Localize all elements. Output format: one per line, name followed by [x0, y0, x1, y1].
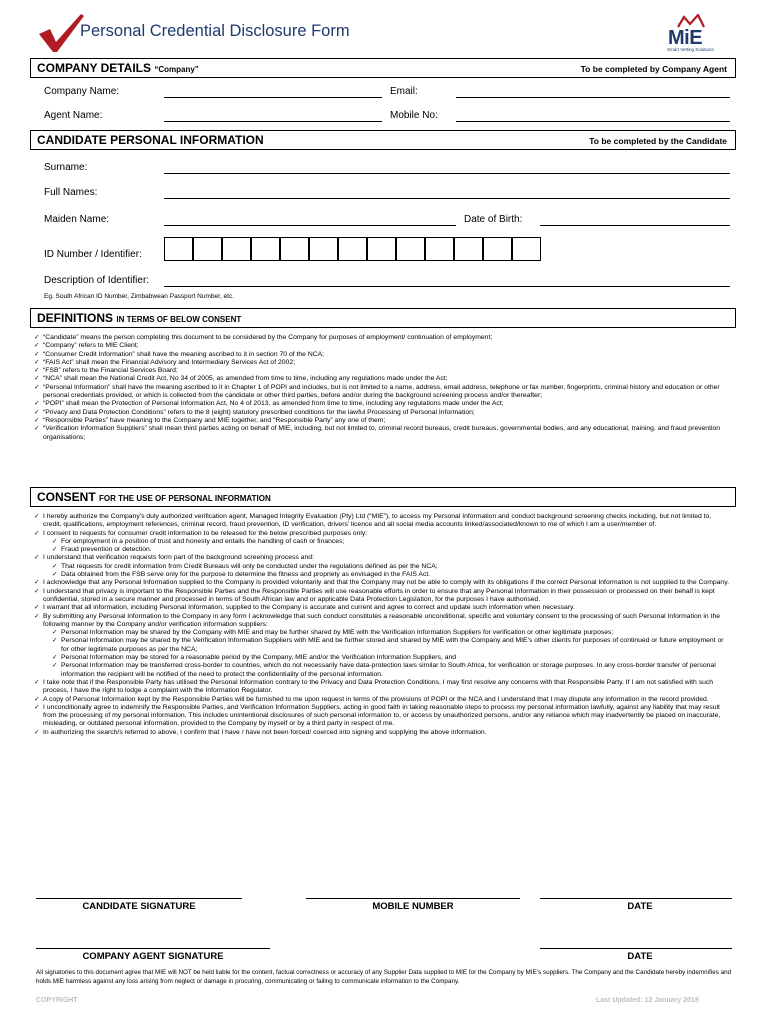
- definition-item: ✓ “Personal Information” shall have the meaning ascribed to it in Chapter 1 of POPI and includes, but is not limited to a name, address, email address, telephone or fax number, fingerprints, criminal history and education or other personal credentials provided, or which is collected from the candidate or other third parties, before and/or during the background screening process and/or thereafter;: [34, 384, 730, 401]
- id-digit-box[interactable]: [193, 237, 222, 261]
- dob-field[interactable]: [540, 225, 730, 226]
- id-digit-box[interactable]: [425, 237, 454, 261]
- consent-subitem: ✓ That requests for credit information from Credit Bureaus will only be conducted under the regulations defined as per the NCA;: [34, 563, 730, 571]
- surname-field[interactable]: [164, 173, 730, 174]
- definition-item: ✓ “Company” refers to MIE Client;: [34, 342, 730, 350]
- id-digit-box[interactable]: [512, 237, 541, 261]
- definition-item: ✓ “Privacy and Data Protection Conditions” refers to the 8 (eight) statutory prescribed conditions for the lawful Processing of Personal Information;: [34, 409, 730, 417]
- company-details-heading: COMPANY DETAILS: [37, 61, 152, 75]
- consent-item: ✓ I consent to requests for consumer credit information to be released for the below prescribed purposes only:: [34, 530, 730, 538]
- candidate-signature-line[interactable]: [36, 898, 242, 899]
- full-names-field[interactable]: [164, 198, 730, 199]
- date-label-2: DATE: [627, 951, 653, 962]
- maiden-name-field[interactable]: [164, 225, 456, 226]
- id-digit-box[interactable]: [280, 237, 309, 261]
- agent-signature-line[interactable]: [36, 948, 270, 949]
- consent-subitem: ✓ Fraud prevention or detection.: [34, 546, 730, 554]
- candidate-signature-label: CANDIDATE SIGNATURE: [82, 901, 196, 912]
- id-digit-box[interactable]: [164, 237, 193, 261]
- company-details-header: [30, 58, 736, 78]
- consent-item: ✓ By submitting any Personal Information to the Company in any form I acknowledge that such conduct constitutes a reasonable unconditional, specific and voluntary consent to the processing of such Personal Information in the following manner by the Company and/or verification information suppliers:: [34, 613, 730, 630]
- consent-item: ✓ I acknowledge that any Personal Information supplied to the Company is provided voluntarily and that the Company may not be able to comply with its obligations if the correct Personal Information is not supplied to the Company.: [34, 579, 730, 587]
- email-field[interactable]: [456, 97, 730, 98]
- candidate-note: To be completed by the Candidate: [589, 136, 727, 146]
- definition-item: ✓ “Consumer Credit Information” shall have the meaning ascribed to it in section 70 of the NCA;: [34, 351, 730, 359]
- mie-logo-subtitle: Smart Vetting Solutions: [667, 47, 714, 52]
- id-digit-box[interactable]: [309, 237, 338, 261]
- consent-note: FOR THE USE OF PERSONAL INFORMATION: [99, 494, 271, 503]
- consent-subitem: ✓ Personal Information may be stored for a reasonable period by the Company, MIE and/or the Verification Information Suppliers, and: [34, 654, 730, 662]
- definition-item: ✓ “Candidate” means the person completing this document to be considered by the Company for purposes of employment/ continuation of employment;: [34, 334, 730, 342]
- date-label-1: DATE: [627, 901, 653, 912]
- id-digit-box[interactable]: [396, 237, 425, 261]
- agent-name-field[interactable]: [164, 121, 382, 122]
- company-name-field[interactable]: [164, 97, 382, 98]
- surname-label: Surname:: [44, 162, 88, 173]
- definitions-note: IN TERMS OF BELOW CONSENT: [116, 315, 242, 324]
- consent-item: ✓ I unconditionally agree to indemnify the Responsible Parties, and Verification Information Suppliers, acting in good faith in taking reasonable steps to process my personal information lawfully, against any liability that may result from the processing of my personal information. This includes unintentional disclosures of such personal information to, or access by unauthorized persons, and/or any reliance which may inadvertently be placed on inaccurate, misleading, or outdated personal information, provided to the Company by myself or by a third party in respect of me.: [34, 704, 730, 729]
- identifier-description-label: Description of Identifier:: [44, 275, 150, 286]
- definition-item: ✓ “POPI” shall mean the Protection of Personal Information Act, No 4 of 2013, as amended from time to time, including any regulations made under the Act;: [34, 400, 730, 408]
- consent-subitem: ✓ Personal Information may be shared by the Company with MIE and may be further shared by MIE with the Verification Information Suppliers for verification or other legitimate purposes;: [34, 629, 730, 637]
- consent-heading: CONSENT: [37, 490, 96, 504]
- last-updated: Last Updated: 12 January 2018: [596, 997, 699, 1004]
- consent-item: ✓ I understand that verification requests form part of the background screening process and:: [34, 554, 730, 562]
- definition-item: ✓ “Verification Information Suppliers” shall mean third parties acting on behalf of MIE, including, but not limited to, criminal record bureaus, credit bureaus, governmental bodies, and any educational, training, and fraud prevention organisations;: [34, 425, 730, 442]
- mobile-label: Mobile No:: [390, 110, 438, 121]
- company-details-note: “Company”: [154, 65, 199, 74]
- company-agent-note: To be completed by Company Agent: [580, 64, 727, 74]
- full-names-label: Full Names:: [44, 187, 98, 198]
- copyright: COPYRIGHT: [36, 997, 78, 1004]
- mobile-number-line[interactable]: [306, 898, 520, 899]
- definitions-heading: DEFINITIONS: [37, 311, 114, 325]
- id-digit-box[interactable]: [454, 237, 483, 261]
- definition-item: ✓ “FAIS Act” shall mean the Financial Advisory and Intermediary Services Act of 2002;: [34, 359, 730, 367]
- consent-item: ✓ I warrant that all information, including Personal Information, supplied to the Company is accurate and current and agree to correct and update such information when necessary.: [34, 604, 730, 612]
- identifier-hint: Eg. South African ID Number, Zimbabwean Passport Number, etc.: [44, 293, 235, 300]
- mie-logo-text: MiE: [668, 27, 703, 49]
- definition-item: ✓ “FSB” refers to the Financial Services Board;: [34, 367, 730, 375]
- date-line-1[interactable]: [540, 898, 732, 899]
- consent-item: ✓ I hereby authorize the Company’s duly authorized verification agent, Managed Integrity Evaluation (Pty) Ltd (“MIE”), to access my Personal Information and conduct background screening checks including, but not limited to, credit, qualifications, employment references, criminal record, fraud prevention, ID verification, drivers’ licence and all social media accounts linked/associated/known to me of which I am a user/member of.: [34, 513, 730, 530]
- consent-header: [30, 487, 736, 507]
- definitions-header: [30, 308, 736, 328]
- consent-subitem: ✓ Personal Information may be transferred cross-border to countries, which do not necessarily have data-protection laws similar to South Africa, for verification or storage purposes. In any cross-border transfer of personal information the recipient will be notified of the need to protect the confidentiality of the personal information.: [34, 662, 730, 679]
- id-number-label: ID Number / Identifier:: [44, 249, 142, 260]
- consent-subitem: ✓ Personal Information may be shared by the Verification Information Suppliers with MIE and be further stored and shared by MIE with the Company and MIE’s other clients for purposes of continued or future employment or for other legitimate purposes as per the NCA;: [34, 637, 730, 654]
- agent-name-label: Agent Name:: [44, 110, 103, 121]
- id-digit-box[interactable]: [483, 237, 512, 261]
- checkmark-logo-icon: [36, 12, 86, 54]
- definition-item: ✓ “Responsible Parties” have meaning to the Company and MIE together, and “Responsible Party” any one of them;: [34, 417, 730, 425]
- consent-item: ✓ I take note that if the Responsible Party has utilised the Personal Information contrary to the Privacy and Data Protection Conditions, I may first resolve any concerns with that Responsible Party. If I am not satisfied with such process, I have the right to lodge a complaint with the Information Regulator.: [34, 679, 730, 696]
- consent-subitem: ✓ Data obtained from the FSB serve only for the purpose to determine the fitness and propriety as envisaged in the FAIS Act.: [34, 571, 730, 579]
- maiden-name-label: Maiden Name:: [44, 214, 110, 225]
- consent-item: ✓ In authorizing the search/s referred to above, I confirm that I have / have not been forced/ coerced into signing and supplying the above information.: [34, 729, 730, 737]
- date-line-2[interactable]: [540, 948, 732, 949]
- id-digit-box[interactable]: [222, 237, 251, 261]
- definition-item: ✓ “NCA” shall mean the National Credit Act, No 34 of 2005, as amended from time to time, including any regulations made under the Act;: [34, 375, 730, 383]
- company-name-label: Company Name:: [44, 86, 120, 97]
- form-title: Personal Credential Disclosure Form: [80, 22, 350, 40]
- consent-item: ✓ I understand that privacy is important to the Responsible Parties and the Responsible Parties will use reasonable efforts in order to ensure that any Personal Information in their possession or processed on their behalf is kept confidential, stored in a secure manner and processed in terms of South African law and or applicable Data Protection Legislation, for the purposes I have authorised.: [34, 588, 730, 605]
- id-digit-box[interactable]: [367, 237, 396, 261]
- candidate-info-header: [30, 130, 736, 150]
- mobile-field[interactable]: [456, 121, 730, 122]
- consent-subitem: ✓ For employment in a position of trust and honesty and entails the handling of cash or finances;: [34, 538, 730, 546]
- dob-label: Date of Birth:: [464, 214, 523, 225]
- consent-list: [34, 513, 730, 737]
- email-label: Email:: [390, 86, 418, 97]
- id-digit-box[interactable]: [251, 237, 280, 261]
- mie-logo-icon: [676, 14, 706, 28]
- identifier-description-field[interactable]: [164, 286, 730, 287]
- definitions-list: [34, 334, 730, 442]
- id-digit-box[interactable]: [338, 237, 367, 261]
- consent-item: ✓ A copy of Personal Information kept by the Responsible Parties will be furnished to me upon request in terms of the provisions of POPI or the NCA and I understand that I may dispute any information in the record provided.: [34, 696, 730, 704]
- liability-disclaimer: All signatories to this document agree that MIE will NOT be held liable for the content, factual correctness or accuracy of any Supplier Data supplied to MIE for the Company by MIE’s suppliers. The Company and the Candidate hereby indemnifies and holds MIE harmless against any loss arising from neglect or damage in procuring, communicating or failing to communicate information to the Company.: [36, 969, 732, 985]
- agent-signature-label: COMPANY AGENT SIGNATURE: [82, 951, 224, 962]
- candidate-info-heading: CANDIDATE PERSONAL INFORMATION: [37, 133, 264, 147]
- mobile-number-label: MOBILE NUMBER: [372, 901, 454, 912]
